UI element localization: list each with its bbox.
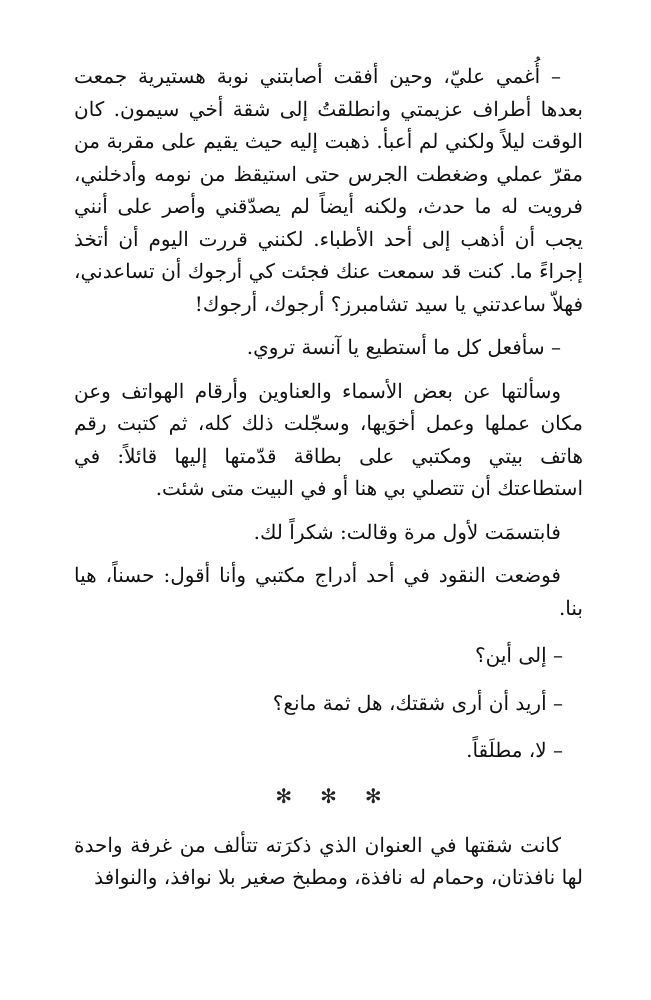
paragraph-reply: – سأفعل كل ما أستطيع يا آنسة تروي.	[246, 335, 561, 359]
asterism-mark: ✻	[364, 783, 382, 808]
paragraph-gap	[74, 548, 583, 559]
asterism-mark: ✻	[320, 783, 337, 808]
paragraph-gap	[74, 624, 583, 639]
dialogue-line-where: – إلى أين؟	[475, 643, 563, 667]
paragraph-confession: – أُغمي عليّ، وحين أفقت أصابتني نوبة هستيرية جمعت بعدها أطراف عزيمتي وانطلقتُ إلى شقة أخي سيمون. كان الوقت ليلاً ولكني لم أعبأ. ذهبت إليه حيث يقيم على مقربة من مقرّ عملي وضغطت الجرس حتى استيقظ من نومه وأدخلني، فرويت له ما حدث، ولكنه أيضاً لم يصدّقني وأصر على أنني يجب أن أذهب إلى أحد الأطباء. لكنني قررت اليوم أن أتخذ إجراءً ما. كنت قد سمعت عنك فجئت كي أرجوك أن تساعدني، فهلاّ ساعدتني يا سيد تشامبرز؟ أرجوك، أرجوك!	[74, 64, 583, 316]
paragraph-money: فوضعت النقود في أحد أدراج مكتبي وأنا أقول: حسناً، هيا بنا.	[74, 563, 583, 620]
paragraph-gap	[74, 672, 583, 687]
paragraph-gap	[74, 364, 583, 375]
book-page	[74, 60, 583, 894]
paragraph-gap	[74, 320, 583, 331]
section-separator	[74, 767, 583, 825]
paragraph-thanks: فابتسمَت لأول مرة وقالت: شكراً لك.	[253, 519, 561, 544]
asterism-mark: ✻	[275, 783, 293, 808]
dialogue-line-apartment: – أريد أن أرى شقتك، هل ثمة مانع؟	[272, 690, 563, 715]
paragraph-apartment-description: كانت شقتها في العنوان الذي ذكرَته تتألف من غرفة واحدة لها نافذتان، وحمام له نافذة، ومطبخ صغير بلا نوافذ، والنوافذ	[74, 832, 583, 889]
dialogue-line-no: – لا، مطلَقاً.	[466, 738, 563, 762]
paragraph-gap	[74, 719, 583, 734]
paragraph-gap	[74, 505, 583, 516]
paragraph-questions: وسألتها عن بعض الأسماء والعناوين وأرقام الهواتف وعن مكان عملها وعمل أخوَيها، وسجّلت ذلك كله، ثم كتبت رقم هاتف بيتي ومكتبي على بطاقة قدّمتها إليها قائلاً: في استطاعتك أن تتصلي بي هنا أو في البيت متى شئت.	[74, 378, 583, 500]
